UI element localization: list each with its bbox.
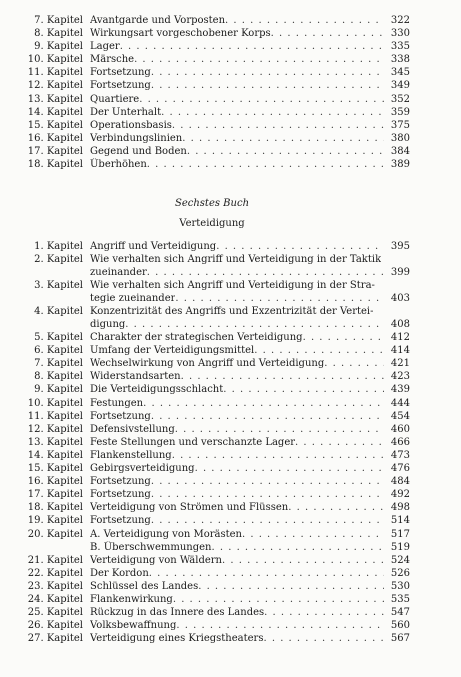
chapter-label: 17. Kapitel xyxy=(27,489,83,501)
toc-list-bottom xyxy=(14,240,410,645)
chapter-title: Verteidigung von Wäldern xyxy=(90,554,222,566)
chapter-label: 15. Kapitel xyxy=(27,463,83,475)
chapter-title-block xyxy=(90,53,410,66)
chapter-title: Wirkungsart vorgeschobener Korps xyxy=(90,28,271,40)
dot-leader xyxy=(242,528,384,541)
dot-leader xyxy=(172,449,384,462)
dot-leader xyxy=(216,240,384,253)
chapter-title: Quartiere xyxy=(90,93,140,105)
chapter-title-block xyxy=(90,632,410,645)
toc-entry xyxy=(14,79,410,92)
chapter-title-block xyxy=(90,145,410,158)
page-number: 395 xyxy=(390,241,410,252)
chapter-title: Rückzug in das Innere des Landes xyxy=(90,607,265,619)
chapter-label: 18. Kapitel xyxy=(27,502,83,514)
chapter-label: 12. Kapitel xyxy=(27,80,83,92)
page-number: 349 xyxy=(390,80,410,92)
page-number: 492 xyxy=(390,489,410,501)
chapter-title-block xyxy=(90,93,410,106)
toc-entry xyxy=(14,240,410,253)
chapter-title-block xyxy=(90,106,410,119)
chapter-title: Überhöhen xyxy=(90,159,147,171)
chapter-title-block xyxy=(90,436,410,449)
chapter-title-block xyxy=(90,619,410,632)
toc-entry xyxy=(14,436,410,449)
chapter-title: Feste Stellungen und verschanzte Lager xyxy=(90,436,296,448)
toc-entry xyxy=(14,475,410,488)
dot-leader xyxy=(151,79,384,92)
chapter-title-block xyxy=(90,383,410,396)
chapter-title: Fortsetzung xyxy=(90,489,151,501)
toc-entry xyxy=(14,514,410,527)
toc-entry xyxy=(14,501,410,514)
dot-leader xyxy=(222,554,384,567)
dot-leader xyxy=(151,66,384,79)
toc-entry xyxy=(14,132,410,145)
page-number: 524 xyxy=(390,554,410,566)
chapter-label: 1. Kapitel xyxy=(34,241,83,252)
toc-entry xyxy=(14,27,410,40)
chapter-label: 20. Kapitel xyxy=(27,528,83,540)
page-number: 560 xyxy=(390,620,410,632)
dot-leader xyxy=(254,344,384,357)
chapter-title-block xyxy=(90,462,410,475)
dot-leader xyxy=(149,567,384,580)
dot-leader xyxy=(212,541,385,554)
page-number: 514 xyxy=(390,515,410,527)
dot-leader xyxy=(151,475,384,488)
chapter-title: Avantgarde und Vorposten xyxy=(90,15,226,26)
chapter-title: Schlüssel des Landes xyxy=(90,580,199,592)
toc-entry xyxy=(14,449,410,462)
chapter-title-block xyxy=(90,344,410,357)
chapter-title-block xyxy=(90,567,410,580)
chapter-title: Fortsetzung xyxy=(90,67,151,79)
toc-entry xyxy=(14,528,410,541)
chapter-label: 17. Kapitel xyxy=(27,145,83,157)
chapter-label: 3. Kapitel xyxy=(34,280,83,292)
chapter-title: Angriff und Verteidigung xyxy=(90,241,217,252)
dot-leader xyxy=(175,423,384,436)
toc-entry xyxy=(14,423,410,436)
chapter-label: 10. Kapitel xyxy=(27,54,83,66)
dot-leader xyxy=(139,93,384,106)
chapter-title-block xyxy=(90,554,410,567)
dot-leader xyxy=(151,410,384,423)
page-number: 359 xyxy=(390,106,410,118)
chapter-label: 21. Kapitel xyxy=(27,554,83,566)
toc-entry xyxy=(14,357,410,370)
page-number: 389 xyxy=(390,159,410,171)
chapter-title: Fortsetzung xyxy=(90,515,151,527)
page-number: 567 xyxy=(390,633,410,645)
toc-entry xyxy=(14,619,410,632)
dot-leader xyxy=(195,462,384,475)
chapter-label: 7. Kapitel xyxy=(34,15,83,26)
dot-leader xyxy=(173,593,384,606)
chapter-label: 14. Kapitel xyxy=(27,106,83,118)
toc-entry xyxy=(14,145,410,158)
chapter-label: 24. Kapitel xyxy=(27,593,83,605)
chapter-title-block xyxy=(90,370,410,383)
chapter-title: Operationsbasis xyxy=(90,119,172,131)
toc-entry xyxy=(14,632,410,645)
page-number: 473 xyxy=(390,449,410,461)
book-subheading: Verteidigung xyxy=(179,218,245,229)
chapter-title: Festungen xyxy=(90,397,144,409)
toc-entry xyxy=(14,593,410,606)
chapter-title-block xyxy=(90,528,410,541)
chapter-title: Umfang der Verteidigungsmittel xyxy=(90,345,255,357)
page-number: 519 xyxy=(390,541,410,553)
toc-entry xyxy=(14,344,410,357)
chapter-label: 11. Kapitel xyxy=(27,67,83,79)
dot-leader xyxy=(182,132,384,145)
toc-entry xyxy=(14,397,410,410)
toc-entry xyxy=(14,331,410,344)
dot-leader xyxy=(295,436,384,449)
dot-leader xyxy=(271,27,384,40)
page-number: 466 xyxy=(390,436,410,448)
chapter-title-continuation: tegie zueinander xyxy=(90,293,176,305)
chapter-label: 8. Kapitel xyxy=(34,28,83,40)
page-number: 335 xyxy=(390,41,410,53)
chapter-label: 22. Kapitel xyxy=(27,567,83,579)
toc-entry xyxy=(14,253,410,279)
page-number: 517 xyxy=(390,528,410,540)
toc-entry xyxy=(14,370,410,383)
chapter-title-block xyxy=(90,119,410,132)
dot-leader xyxy=(303,331,384,344)
chapter-title-block xyxy=(90,606,410,619)
chapter-title-block xyxy=(90,488,410,501)
dot-leader xyxy=(198,580,384,593)
page-number: 375 xyxy=(390,119,410,131)
chapter-title-block xyxy=(90,132,410,145)
chapter-label: 25. Kapitel xyxy=(27,607,83,619)
toc-entry xyxy=(14,40,410,53)
chapter-title-block xyxy=(90,423,410,436)
page-number: 414 xyxy=(390,345,410,357)
chapter-label: 26. Kapitel xyxy=(27,620,83,632)
chapter-title: Verteidigung von Strömen und Flüssen xyxy=(90,502,289,514)
chapter-title-block xyxy=(90,331,410,344)
chapter-label: 6. Kapitel xyxy=(34,345,83,357)
toc-entry xyxy=(14,567,410,580)
chapter-label: 7. Kapitel xyxy=(34,358,83,370)
chapter-title: Verbindungslinien xyxy=(90,132,183,144)
chapter-title: Lager xyxy=(90,41,120,53)
chapter-title-block xyxy=(90,305,410,331)
page-number: 403 xyxy=(390,293,410,305)
chapter-title-block xyxy=(90,14,410,27)
dot-leader xyxy=(147,266,384,279)
chapter-label: 23. Kapitel xyxy=(27,580,83,592)
page-number: 444 xyxy=(390,397,410,409)
chapter-label: 13. Kapitel xyxy=(27,436,83,448)
chapter-label: 14. Kapitel xyxy=(27,449,83,461)
book-heading: Sechstes Buch xyxy=(174,198,250,209)
dot-leader xyxy=(143,397,384,410)
dot-leader xyxy=(120,40,384,53)
page-number: 439 xyxy=(390,384,410,396)
chapter-title: Defensivstellung xyxy=(90,423,175,435)
chapter-title: Wie verhalten sich Angriff und Verteidigung in der Stra- xyxy=(90,280,375,292)
chapter-label: 9. Kapitel xyxy=(34,41,83,53)
chapter-label: 16. Kapitel xyxy=(27,476,83,488)
page-number: 338 xyxy=(390,54,410,66)
page-number: 322 xyxy=(390,15,410,26)
dot-leader xyxy=(125,318,384,331)
chapter-title-block xyxy=(90,66,410,79)
dot-leader xyxy=(151,488,384,501)
chapter-title: Konzentrizität des Angriffs und Exzentrizität der Vertei- xyxy=(90,306,374,318)
chapter-title: Charakter der strategischen Verteidigung xyxy=(90,332,303,344)
toc-entry xyxy=(14,488,410,501)
chapter-title-block xyxy=(90,475,410,488)
dot-leader xyxy=(175,292,384,305)
chapter-title-block xyxy=(90,397,410,410)
dot-leader xyxy=(134,53,384,66)
toc-entry xyxy=(14,541,410,554)
dot-leader xyxy=(264,606,384,619)
chapter-title-block xyxy=(90,279,410,305)
chapter-title: Der Kordon xyxy=(90,567,149,579)
toc-entry xyxy=(14,106,410,119)
chapter-title: Widerstandsarten xyxy=(90,371,181,383)
page-number: 547 xyxy=(390,607,410,619)
page-number: 530 xyxy=(390,580,410,592)
dot-leader xyxy=(176,619,384,632)
dot-leader xyxy=(288,501,384,514)
dot-leader xyxy=(225,14,384,27)
chapter-title: Gegend und Boden xyxy=(90,145,187,157)
page-number: 345 xyxy=(390,67,410,79)
chapter-title: Volksbewaffnung xyxy=(90,620,177,632)
dot-leader xyxy=(223,383,384,396)
chapter-title: Fortsetzung xyxy=(90,80,151,92)
toc-list-top xyxy=(14,14,410,171)
chapter-title: B. Überschwemmungen xyxy=(90,541,212,553)
chapter-title-block xyxy=(90,240,410,253)
chapter-label: 12. Kapitel xyxy=(27,423,83,435)
chapter-label: 16. Kapitel xyxy=(27,132,83,144)
chapter-label: 18. Kapitel xyxy=(27,159,83,171)
toc-entry xyxy=(14,53,410,66)
chapter-label: 5. Kapitel xyxy=(34,332,83,344)
chapter-title: Die Verteidigungsschlacht xyxy=(90,384,224,396)
toc-entry xyxy=(14,554,410,567)
chapter-title-block xyxy=(90,593,410,606)
page-number: 454 xyxy=(390,410,410,422)
chapter-title-block xyxy=(90,40,410,53)
toc-entry xyxy=(14,158,410,171)
toc-entry xyxy=(14,279,410,305)
chapter-label: 10. Kapitel xyxy=(27,397,83,409)
page-number: 330 xyxy=(390,28,410,40)
chapter-title: Gebirgsverteidigung xyxy=(90,463,195,475)
chapter-label: 9. Kapitel xyxy=(34,384,83,396)
toc-entry xyxy=(14,462,410,475)
dot-leader xyxy=(263,632,384,645)
dot-leader xyxy=(161,106,384,119)
chapter-label: 2. Kapitel xyxy=(34,254,83,266)
dot-leader xyxy=(181,370,384,383)
chapter-label: 11. Kapitel xyxy=(27,410,83,422)
page-number: 352 xyxy=(390,93,410,105)
dot-leader xyxy=(187,145,384,158)
chapter-label: 15. Kapitel xyxy=(27,119,83,131)
page-number: 384 xyxy=(390,145,410,157)
toc-entry xyxy=(14,66,410,79)
chapter-title: Verteidigung eines Kriegstheaters xyxy=(90,633,264,645)
chapter-title: Flankenstellung xyxy=(90,449,172,461)
chapter-label: 27. Kapitel xyxy=(27,633,83,645)
chapter-title-block xyxy=(90,27,410,40)
chapter-title-block xyxy=(90,410,410,423)
chapter-title-block xyxy=(90,79,410,92)
chapter-title-block xyxy=(90,580,410,593)
chapter-title-block xyxy=(90,541,410,554)
toc-entry xyxy=(14,14,410,27)
page-number: 399 xyxy=(390,267,410,279)
toc-entry xyxy=(14,580,410,593)
page-number: 460 xyxy=(390,423,410,435)
toc-entry xyxy=(14,410,410,423)
dot-leader xyxy=(151,514,384,527)
chapter-title-continuation: zueinander xyxy=(90,267,147,279)
toc-entry xyxy=(14,606,410,619)
chapter-title: Fortsetzung xyxy=(90,410,151,422)
chapter-title: Wechselwirkung von Angriff und Verteidigung xyxy=(90,358,325,370)
page-number: 408 xyxy=(390,319,410,331)
page-number: 526 xyxy=(390,567,410,579)
chapter-label: 19. Kapitel xyxy=(27,515,83,527)
page-number: 484 xyxy=(390,476,410,488)
chapter-title-block xyxy=(90,357,410,370)
dot-leader xyxy=(172,119,384,132)
page-number: 421 xyxy=(390,358,410,370)
page-number: 476 xyxy=(390,463,410,475)
toc-entry xyxy=(14,119,410,132)
chapter-title: Fortsetzung xyxy=(90,476,151,488)
toc-entry xyxy=(14,383,410,396)
page-number: 423 xyxy=(390,371,410,383)
chapter-label: 4. Kapitel xyxy=(34,306,83,318)
dot-leader xyxy=(147,158,384,171)
chapter-title: A. Verteidigung von Morästen xyxy=(90,528,242,540)
chapter-title: Der Unterhalt xyxy=(90,106,162,118)
chapter-title: Flankenwirkung xyxy=(90,593,173,605)
chapter-title-block xyxy=(90,158,410,171)
page-number: 412 xyxy=(390,332,410,344)
chapter-title-continuation: digung xyxy=(90,319,126,331)
chapter-title-block xyxy=(90,501,410,514)
chapter-label: 13. Kapitel xyxy=(27,93,83,105)
page-number: 498 xyxy=(390,502,410,514)
chapter-title: Wie verhalten sich Angriff und Verteidigung in der Taktik xyxy=(90,254,382,266)
chapter-title-block xyxy=(90,253,410,279)
chapter-title-block xyxy=(90,449,410,462)
toc-entry xyxy=(14,93,410,106)
chapter-title: Märsche xyxy=(90,54,135,66)
page-number: 535 xyxy=(390,593,410,605)
dot-leader xyxy=(324,357,384,370)
chapter-label: 8. Kapitel xyxy=(34,371,83,383)
page-number: 380 xyxy=(390,132,410,144)
toc-entry xyxy=(14,305,410,331)
chapter-title-block xyxy=(90,514,410,527)
